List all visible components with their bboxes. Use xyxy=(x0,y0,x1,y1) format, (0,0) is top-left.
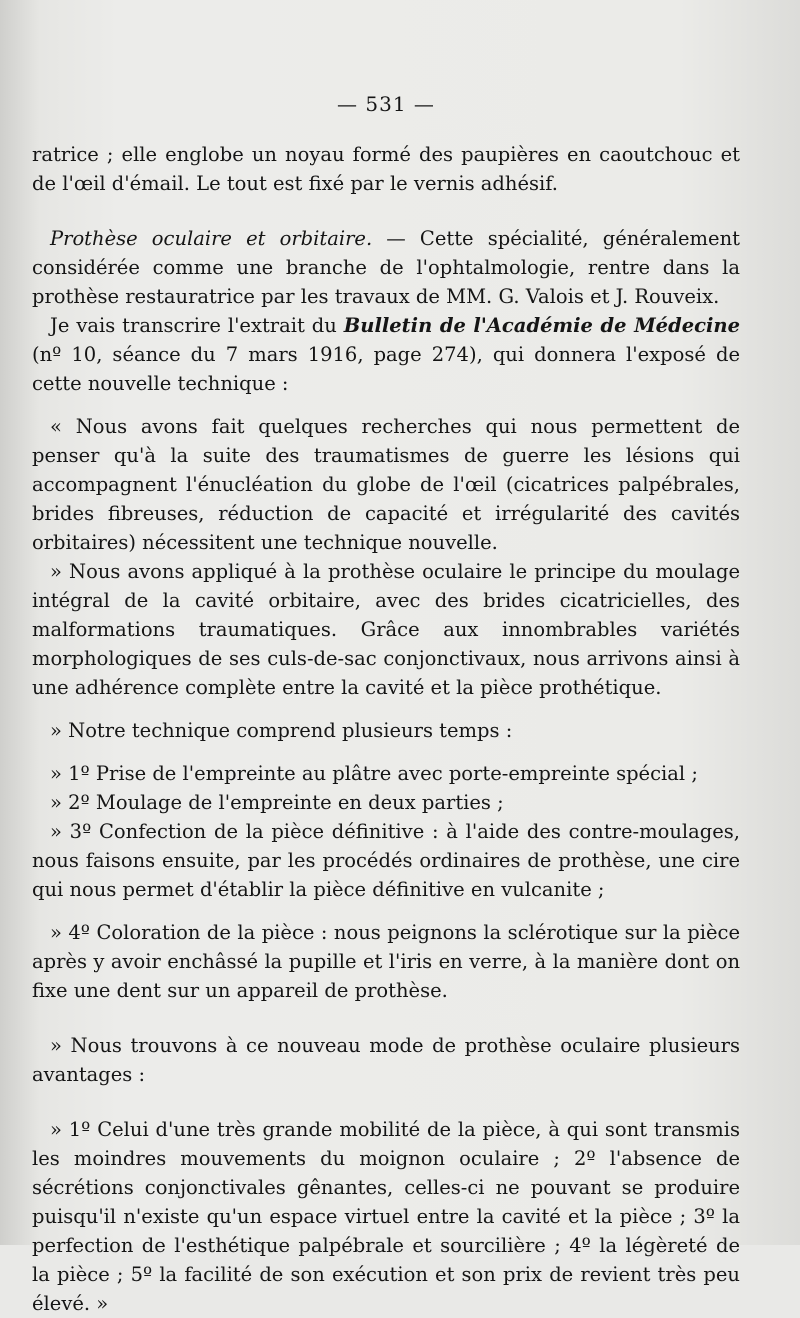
section-text: — Cette spécialité, généralement considérée comme une branche de l'ophtalmologie, rentre dans la prothèse restauratrice par les travaux de MM. G. Valois et J. Rouveix. xyxy=(32,227,740,308)
paragraph-section-heading xyxy=(32,224,740,311)
paragraph-continuation: ratrice ; elle englobe un noyau formé des paupières en caoutchouc et de l'œil d'émail. Le tout est fixé par le vernis adhésif. xyxy=(32,143,740,195)
paragraph-advantages-intro: » Nous trouvons à ce nouveau mode de prothèse oculaire plusieurs avantages : xyxy=(32,1034,740,1086)
citation-pre: Je vais transcrire l'extrait du xyxy=(50,314,344,337)
paragraph-advantages-list: » 1º Celui d'une très grande mobilité de la pièce, à qui sont transmis les moindres mouvements du moignon oculaire ; 2º l'absence de sécrétions conjonctivales gênantes, celles-ci ne pouvant se produire puisqu'il n'existe qu'un espace virtuel entre la cavité et la pièce ; 3º la perfection de l'esthétique palpébrale et sourcilière ; 4º la légèreté de la pièce ; 5º la facilité de son exécution et son prix de revient très peu élevé. » xyxy=(32,1118,740,1315)
paragraph-quote-1: « Nous avons fait quelques recherches qui nous permettent de penser qu'à la suite des traumatismes de guerre les lésions qui accompagnent l'énucléation du globe de l'œil (cicatrices palpébrales, brides fibreuses, réduction de capacité et irrégularité des cavités orbitaires) nécessitent une technique nouvelle. xyxy=(32,415,740,554)
paragraph-citation xyxy=(32,311,740,398)
list-item-step-4: » 4º Coloration de la pièce : nous peignons la sclérotique sur la pièce après y avoir enchâssé la pupille et l'iris en verre, à la manière dont on fixe une dent sur un appareil de prothèse. xyxy=(32,921,740,1002)
list-item-step-1: » 1º Prise de l'empreinte au plâtre avec porte-empreinte spécial ; xyxy=(50,762,698,785)
list-item-step-3: » 3º Confection de la pièce définitive : à l'aide des contre-moulages, nous faisons ensuite, par les procédés ordinaires de prothèse, une cire qui nous permet d'établir la pièce définitive en vulcanite ; xyxy=(32,820,740,901)
page-number: — 531 — xyxy=(337,92,435,116)
paragraph-technique-intro: » Notre technique comprend plusieurs temps : xyxy=(50,719,513,742)
list-item-step-2: » 2º Moulage de l'empreinte en deux parties ; xyxy=(50,791,504,814)
section-heading: Prothèse oculaire et orbitaire. xyxy=(50,227,373,250)
citation-post: (nº 10, séance du 7 mars 1916, page 274), qui donnera l'exposé de cette nouvelle technique : xyxy=(32,343,740,395)
citation-title: Bulletin de l'Académie de Médecine xyxy=(343,314,740,337)
paragraph-quote-2: » Nous avons appliqué à la prothèse oculaire le principe du moulage intégral de la cavité orbitaire, avec des brides cicatricielles, des malformations traumatiques. Grâce aux innombrables variétés morphologiques de ses culs-de-sac conjonctivaux, nous arrivons ainsi à une adhérence complète entre la cavité et la pièce prothétique. xyxy=(32,560,740,699)
